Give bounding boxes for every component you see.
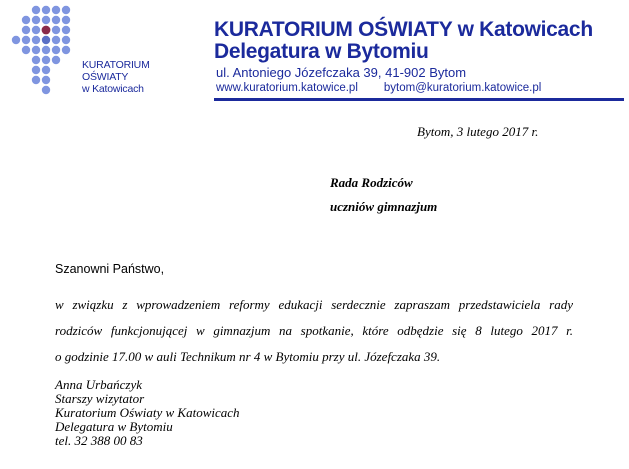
kuratorium-logo-icon	[8, 4, 80, 102]
website-link[interactable]: www.kuratorium.katowice.pl	[216, 82, 358, 94]
header-divider	[214, 98, 624, 101]
signature-office: Delegatura w Bytomiu	[55, 419, 173, 434]
logo-caption	[82, 59, 150, 95]
recipient-block	[330, 171, 437, 219]
signature-block	[55, 378, 240, 448]
signature-position: Starszy wizytator	[55, 391, 145, 406]
logo-line-3: w Katowicach	[82, 83, 144, 95]
paragraph-line-1: w związku z wprowadzeniem reformy edukacji serdecznie zapraszam przedstawiciela rady	[55, 297, 573, 312]
header-subtitle: Delegatura w Bytomiu	[214, 40, 429, 63]
letter-date: Bytom, 3 lutego 2017 r.	[417, 124, 539, 139]
header-title: KURATORIUM OŚWIATY w Katowicach	[214, 18, 593, 41]
logo-line-2: OŚWIATY	[82, 71, 129, 83]
logo-line-1: KURATORIUM	[82, 59, 150, 71]
header-contacts	[216, 82, 541, 95]
signature-phone: tel. 32 388 00 83	[55, 433, 143, 448]
email-link[interactable]: bytom@kuratorium.katowice.pl	[383, 82, 542, 94]
header-address: ul. Antoniego Józefczaka 39, 41-902 Bytom	[216, 65, 467, 80]
signature-institution: Kuratorium Oświaty w Katowicach	[55, 405, 240, 420]
recipient-line-2: uczniów gimnazjum	[330, 199, 438, 214]
greeting: Szanowni Państwo,	[55, 262, 165, 276]
recipient-line-1: Rada Rodziców	[330, 175, 413, 190]
letter-paragraph	[55, 292, 573, 370]
signature-name: Anna Urbańczyk	[55, 377, 143, 392]
paragraph-line-3: o godzinie 17.00 w auli Technikum nr 4 w Bytomiu przy ul. Józefczaka 39.	[55, 349, 441, 364]
paragraph-line-2: rodziców funkcjonującej w gimnazjum na spotkanie, które odbędzie się 8 lutego 2017 r.	[55, 323, 573, 338]
